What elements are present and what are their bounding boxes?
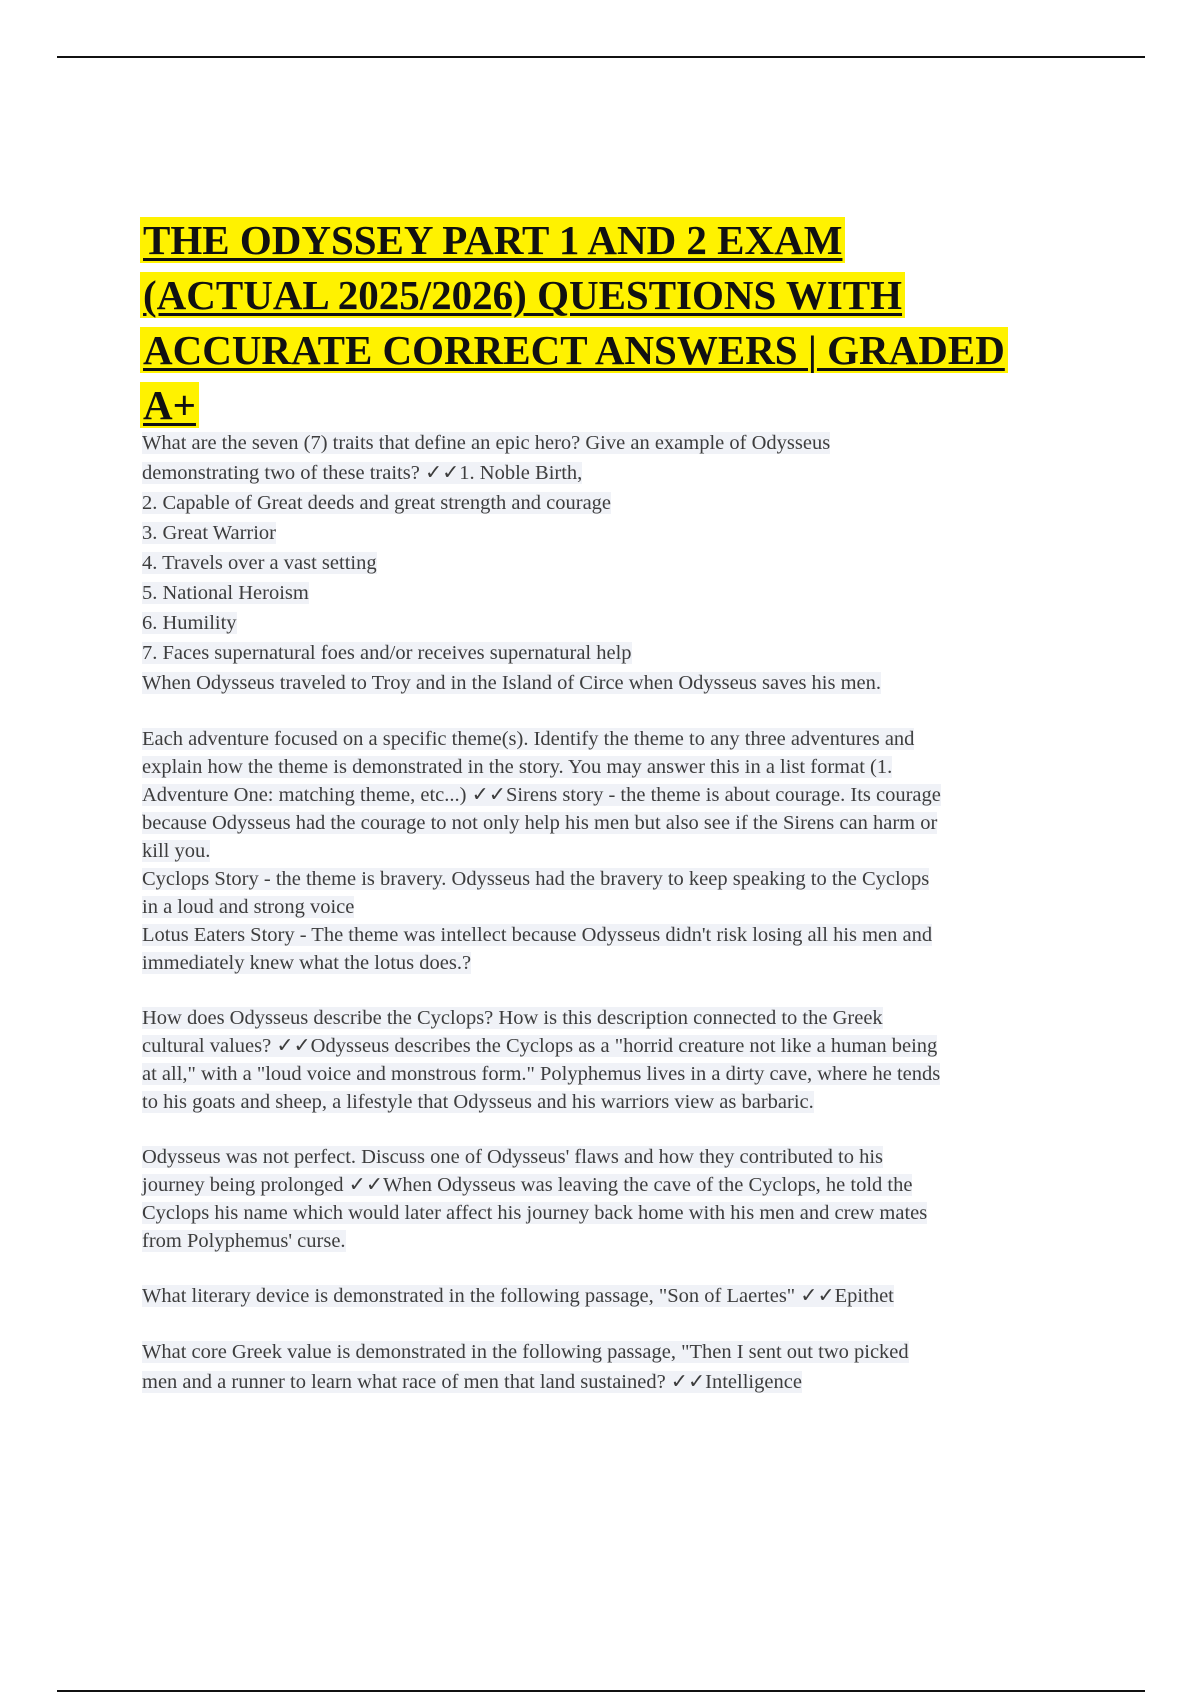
answer-text: to his goats and sheep, a lifestyle that Odysseus and his warriors view as barbaric. [142,1091,814,1113]
question-text: What literary device is demonstrated in the following passage, "Son of Laertes" ✓✓Epithet [142,1285,894,1307]
question-text: demonstrating two of these traits? ✓✓1. Noble Birth, [142,462,583,484]
list-item: 3. Great Warrior [142,522,277,544]
answer-text: Cyclops Story - the theme is bravery. Odysseus had the bravery to keep speaking to the Cyclops [142,868,930,890]
list-item: 2. Capable of Great deeds and great strength and courage [142,492,612,514]
list-item: 5. National Heroism [142,582,309,604]
question-6 [142,1337,1062,1397]
title-line: A+ [140,382,199,428]
question-text: How does Odysseus describe the Cyclops? How is this description connected to the Greek [142,1007,883,1029]
title-line: (ACTUAL 2025/2026) QUESTIONS WITH [140,272,905,318]
answer-text: immediately knew what the lotus does.? [142,952,472,974]
answer-text: at all," with a "loud voice and monstrous form." Polyphemus lives in a dirty cave, where he tends [142,1063,941,1085]
question-text: What are the seven (7) traits that define an epic hero? Give an example of Odysseus [142,432,831,454]
question-3 [142,1004,1062,1116]
question-4 [142,1143,1062,1255]
answer-text: Adventure One: matching theme, etc...) ✓✓Sirens story - the theme is about courage. Its courage [142,784,941,806]
traits-list [142,488,1062,698]
footer-rule [57,1690,1145,1692]
answer-text: Lotus Eaters Story - The theme was intellect because Odysseus didn't risk losing all his men and [142,924,933,946]
answer-text: When Odysseus traveled to Troy and in the Island of Circe when Odysseus saves his men. [142,672,882,694]
answer-text: journey being prolonged ✓✓When Odysseus was leaving the cave of the Cyclops, he told the [142,1174,913,1196]
answer-text: men and a runner to learn what race of men that land sustained? ✓✓Intelligence [142,1371,802,1393]
list-item: 7. Faces supernatural foes and/or receives supernatural help [142,642,632,664]
question-text: What core Greek value is demonstrated in the following passage, "Then I sent out two picked [142,1341,909,1363]
question-text: explain how the theme is demonstrated in the story. You may answer this in a list format (1. [142,756,893,778]
question-5 [142,1282,1062,1310]
answer-text: because Odysseus had the courage to not only help his men but also see if the Sirens can harm or [142,812,938,834]
question-2 [142,725,1062,977]
header-rule [57,56,1145,58]
list-item: 4. Travels over a vast setting [142,552,377,574]
answer-text: kill you. [142,840,211,862]
list-item: 6. Humility [142,612,237,634]
answer-text: in a loud and strong voice [142,896,355,918]
question-1 [142,428,1062,488]
title-line: ACCURATE CORRECT ANSWERS | GRADED [140,327,1008,373]
title-line: THE ODYSSEY PART 1 AND 2 EXAM [140,217,845,263]
document-body [142,428,1062,1397]
answer-text: from Polyphemus' curse. [142,1230,346,1252]
question-text: Each adventure focused on a specific theme(s). Identify the theme to any three adventures and [142,728,915,750]
answer-text: Cyclops his name which would later affect his journey back home with his men and crew mates [142,1202,928,1224]
question-text: Odysseus was not perfect. Discuss one of Odysseus' flaws and how they contributed to his [142,1146,884,1168]
answer-text: cultural values? ✓✓Odysseus describes the Cyclops as a "horrid creature not like a human being [142,1035,938,1057]
document-title [140,213,1080,433]
